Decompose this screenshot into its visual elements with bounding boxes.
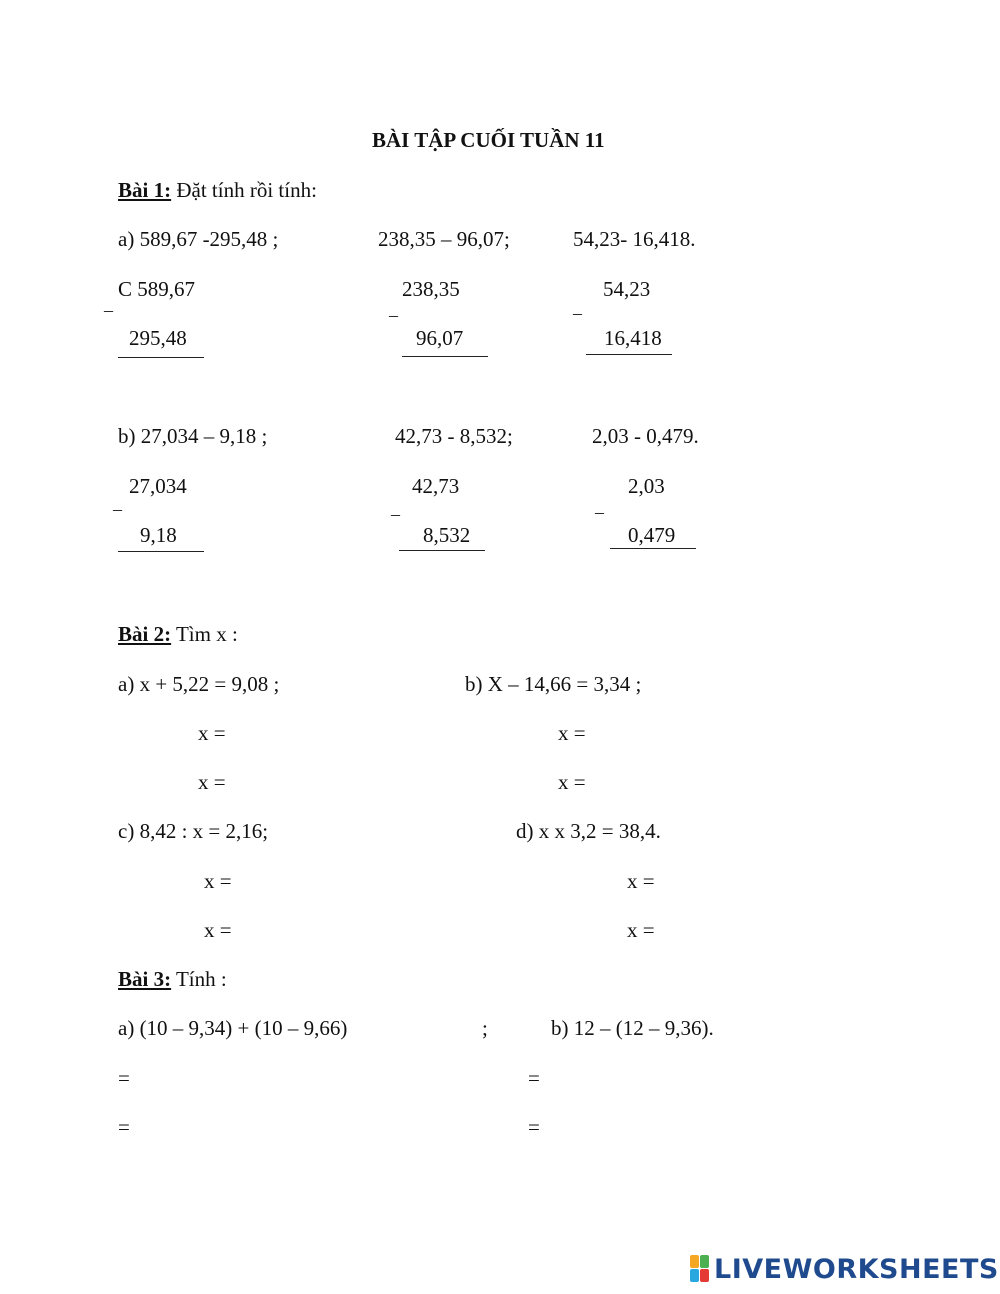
calc-a2-bottom: 96,07 xyxy=(416,326,464,350)
exercise-2d-step-2: x = xyxy=(627,918,655,942)
exercise-3-instruction: Tính : xyxy=(175,967,227,991)
calc-b1-bottom: 9,18 xyxy=(140,523,177,547)
exercise-3a-step-1: = xyxy=(118,1066,130,1090)
exercise-3b-step-2: = xyxy=(528,1115,540,1139)
exercise-2d-step-1: x = xyxy=(627,869,655,893)
liveworksheets-logo-icon xyxy=(690,1255,710,1283)
calc-a3-minus-sign: – xyxy=(573,303,582,323)
exercise-3a-expression: a) (10 – 9,34) + (10 – 9,66) xyxy=(118,1016,348,1040)
calc-b3-minus-sign: – xyxy=(595,502,604,522)
exercise-3-label: Bài 3: xyxy=(118,967,172,991)
calc-b1-minus-sign: – xyxy=(113,499,122,519)
exercise-2c-step-2: x = xyxy=(204,918,232,942)
exercise-2-instruction: Tìm x : xyxy=(175,622,238,646)
exercise-2b-step-2: x = xyxy=(558,770,586,794)
calc-b3-bottom: 0,479 xyxy=(628,523,676,547)
calc-b2-top: 42,73 xyxy=(412,474,460,498)
calc-a1-rule xyxy=(118,357,204,358)
exercise-1a-problem-2: 238,35 – 96,07; xyxy=(378,227,510,251)
exercise-1-heading xyxy=(118,180,317,201)
exercise-3b-expression: b) 12 – (12 – 9,36). xyxy=(551,1016,714,1040)
exercise-1-instruction: Đặt tính rồi tính: xyxy=(176,178,317,202)
exercise-3-heading xyxy=(118,969,227,990)
calc-b2-rule xyxy=(399,550,485,551)
calc-a1-top: C 589,67 xyxy=(118,277,196,301)
exercise-1b-problem-2: 42,73 - 8,532; xyxy=(395,424,513,448)
exercise-2c-step-1: x = xyxy=(204,869,232,893)
exercise-3a-step-2: = xyxy=(118,1115,130,1139)
exercise-3-separator: ; xyxy=(482,1016,488,1040)
exercise-2-label: Bài 2: xyxy=(118,622,172,646)
exercise-2-heading xyxy=(118,624,238,645)
exercise-2d-equation: d) x x 3,2 = 38,4. xyxy=(516,819,661,843)
calc-a2-rule xyxy=(402,356,488,357)
calc-a1-bottom: 295,48 xyxy=(129,326,187,350)
exercise-3b-step-1: = xyxy=(528,1066,540,1090)
exercise-1a-problem-1: a) 589,67 -295,48 ; xyxy=(118,227,279,251)
calc-a3-rule xyxy=(586,354,672,355)
calc-a3-top: 54,23 xyxy=(603,277,651,301)
calc-a2-top: 238,35 xyxy=(402,277,460,301)
calc-a2-minus-sign: – xyxy=(389,305,398,325)
exercise-2a-step-1: x = xyxy=(198,721,226,745)
exercise-2b-equation: b) X – 14,66 = 3,34 ; xyxy=(465,672,642,696)
calc-a3-bottom: 16,418 xyxy=(604,326,662,350)
exercise-2a-equation: a) x + 5,22 = 9,08 ; xyxy=(118,672,280,696)
calc-b2-minus-sign: – xyxy=(391,504,400,524)
exercise-1a-problem-3: 54,23- 16,418. xyxy=(573,227,696,251)
calc-a1-minus-sign: – xyxy=(104,300,113,320)
exercise-1-label: Bài 1: xyxy=(118,178,172,202)
exercise-2a-step-2: x = xyxy=(198,770,226,794)
calc-b3-top: 2,03 xyxy=(628,474,665,498)
liveworksheets-logo-text: LIVEWORKSHEETS xyxy=(714,1253,999,1285)
page-title: BÀI TẬP CUỐI TUẦN 11 xyxy=(372,128,605,152)
liveworksheets-logo xyxy=(690,1252,999,1286)
calc-b3-rule xyxy=(610,548,696,549)
calc-b1-rule xyxy=(118,551,204,552)
calc-b2-bottom: 8,532 xyxy=(423,523,471,547)
calc-b1-top: 27,034 xyxy=(129,474,187,498)
exercise-1b-problem-3: 2,03 - 0,479. xyxy=(592,424,699,448)
exercise-2c-equation: c) 8,42 : x = 2,16; xyxy=(118,819,269,843)
exercise-2b-step-1: x = xyxy=(558,721,586,745)
exercise-1b-problem-1: b) 27,034 – 9,18 ; xyxy=(118,424,268,448)
